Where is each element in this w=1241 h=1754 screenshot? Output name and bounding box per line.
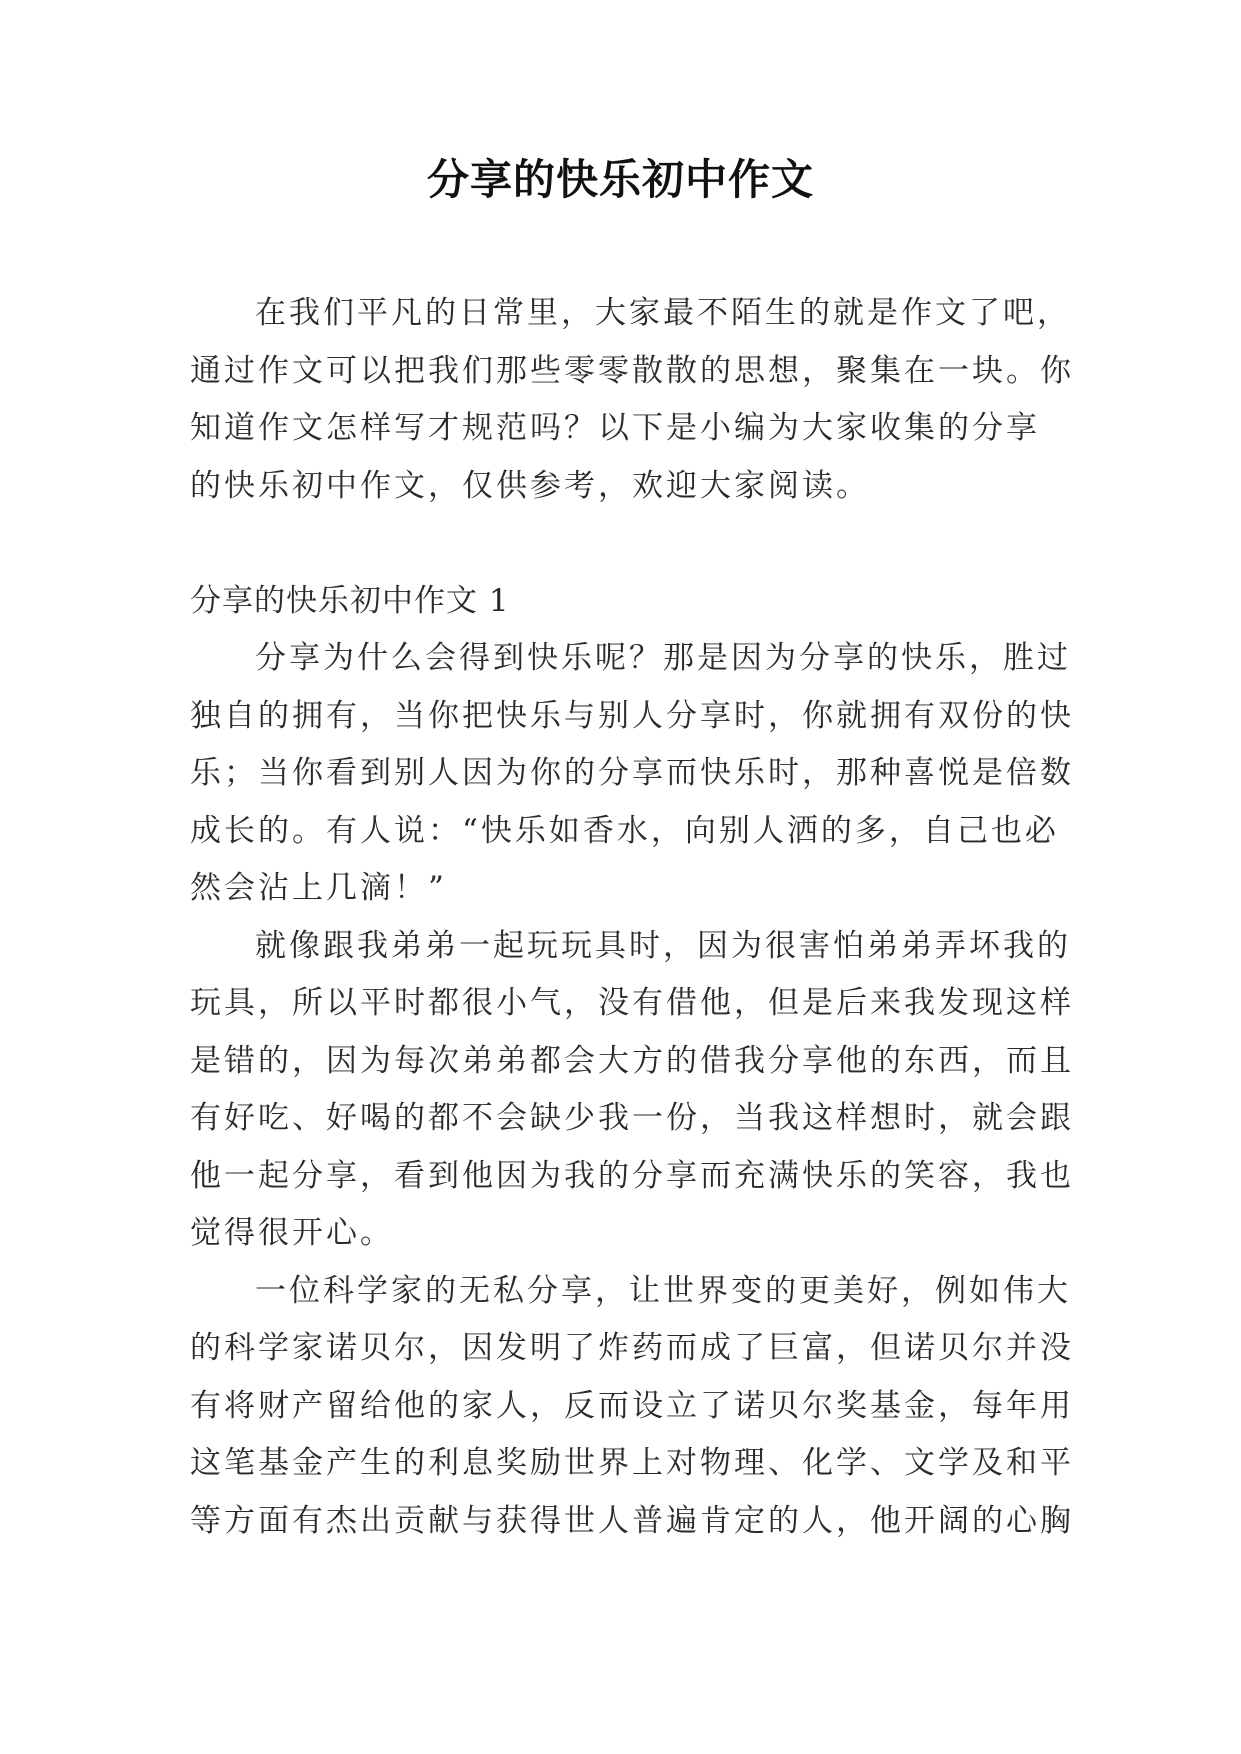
text-line: 通过作文可以把我们那些零零散散的思想，聚集在一块。你	[190, 352, 1074, 389]
text-line: 的快乐初中作文，仅供参考，欢迎大家阅读。	[190, 467, 870, 504]
text-line: 知道作文怎样写才规范吗？以下是小编为大家收集的分享	[190, 410, 1040, 446]
body-paragraph-1	[190, 630, 1074, 918]
text-line: 的科学家诺贝尔，因发明了炸药而成了巨富，但诺贝尔并没	[190, 1330, 1074, 1366]
intro-paragraph	[190, 285, 1074, 515]
text-line: 乐；当你看到别人因为你的分享而快乐时，那种喜悦是倍数	[190, 755, 1074, 791]
text-line: 成长的。有人说：“快乐如香水，向别人洒的多，自己也必	[190, 812, 1059, 849]
document-title: 分享的快乐初中作文	[426, 155, 814, 204]
text-line: 是错的，因为每次弟弟都会大方的借我分享他的东西，而且	[190, 1042, 1074, 1079]
body-paragraph-2	[190, 918, 1074, 1263]
text-line: 独自的拥有，当你把快乐与别人分享时，你就拥有双份的快	[190, 697, 1074, 734]
document-body	[190, 285, 1074, 1550]
paragraph-gap	[190, 515, 1060, 573]
text-line: 分享为什么会得到快乐呢？那是因为分享的快乐，胜过	[255, 640, 1071, 676]
text-line: 等方面有杰出贡献与获得世人普遍肯定的人，他开阔的心胸	[190, 1502, 1074, 1539]
text-line: 他一起分享，看到他因为我的分享而充满快乐的笑容，我也	[190, 1157, 1074, 1194]
text-line: 有好吃、好喝的都不会缺少我一份，当我这样想时，就会跟	[190, 1100, 1074, 1136]
text-line: 在我们平凡的日常里，大家最不陌生的就是作文了吧，	[255, 295, 1071, 331]
body-paragraph-3	[190, 1263, 1074, 1551]
section-heading: 分享的快乐初中作文 1	[190, 582, 510, 619]
text-line: 一位科学家的无私分享，让世界变的更美好，例如伟大	[255, 1272, 1071, 1309]
text-line: 有将财产留给他的家人，反而设立了诺贝尔奖基金，每年用	[190, 1387, 1074, 1424]
text-line: 然会沾上几滴！”	[190, 870, 447, 906]
text-line: 这笔基金产生的利息奖励世界上对物理、化学、文学及和平	[190, 1445, 1074, 1481]
text-line: 玩具，所以平时都很小气，没有借他，但是后来我发现这样	[190, 985, 1074, 1021]
text-line: 觉得很开心。	[190, 1215, 394, 1251]
text-line: 就像跟我弟弟一起玩玩具时，因为很害怕弟弟弄坏我的	[255, 927, 1071, 964]
